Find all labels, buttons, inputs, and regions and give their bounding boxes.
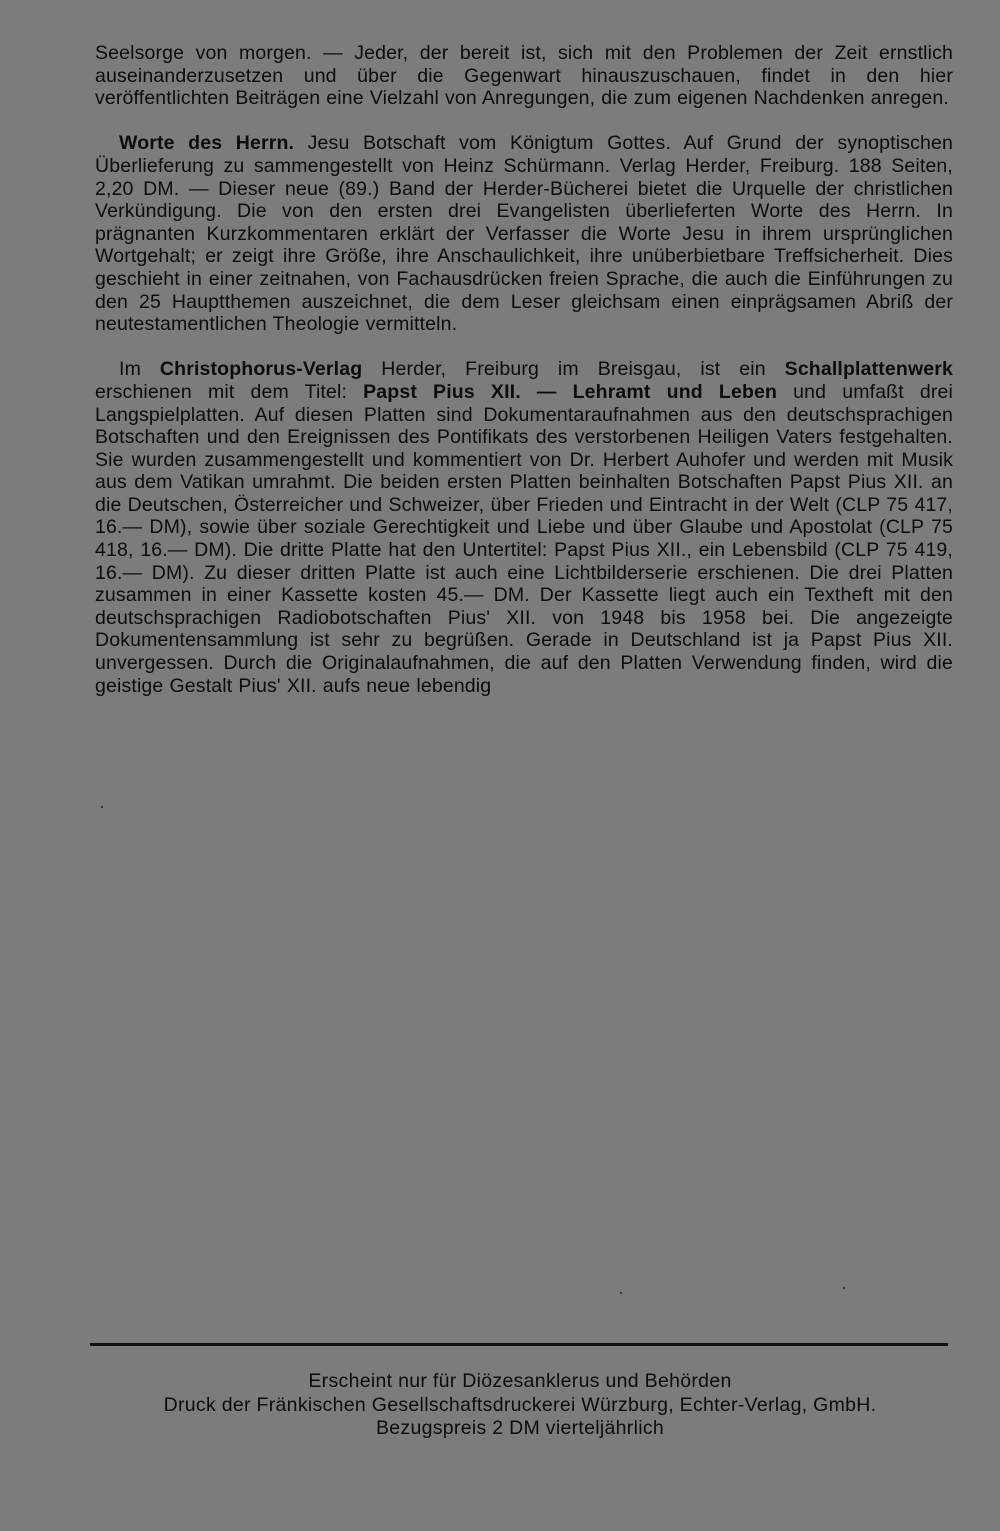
review-body: Jesu Botschaft vom Königtum Gottes. Auf Grund der synoptischen Überlieferung zu sammengestellt von Heinz Schürmann. Verlag Herder, Freiburg. 188 Seiten, 2,20 DM. — Dieser neue (89.) Band der Herder-Bücherei bietet die Urquelle der christlichen Verkündigung. Die von den ersten drei Evangelisten überlieferten Worte des Herrn. In prägnanten Kurzkommentaren erklärt der Verfasser die Worte Jesu in ihrem ursprünglichen Wortgehalt; er zeigt ihre Größe, ihre Anschaulichkeit, ihre unüberbietbare Treffsicherheit. Dies geschieht in einer zeitnahen, von Fachausdrücken freien Sprache, die auch die Einführungen zu den 25 Hauptthemen auszeichnet, die dem Leser gleichsam einen einprägsamen Abriß der neutestamentlichen Theologie vermitteln.	[95, 132, 953, 336]
print-speck	[620, 1292, 622, 1294]
print-speck	[101, 806, 103, 808]
imprint-line: Bezugspreis 2 DM vierteljährlich	[375, 1417, 665, 1440]
review-worte-des-herrn	[95, 132, 953, 335]
imprint-line: Druck der Fränkischen Gesellschaftsdruckerei Würzburg, Echter-Verlag, GmbH.	[163, 1393, 877, 1416]
review-text-part: Herder, Freiburg im Breisgau, ist ein	[362, 358, 785, 381]
footer-rule	[90, 1343, 948, 1346]
print-speck	[843, 1287, 845, 1289]
review-text-part: Im	[119, 358, 160, 381]
review-title: Worte des Herrn.	[119, 132, 295, 155]
imprint-footer	[60, 1370, 980, 1441]
review-text-part: erschienen mit dem Titel:	[95, 380, 364, 403]
review-column	[95, 42, 953, 697]
product-name: Schallplattenwerk	[784, 358, 954, 381]
review-schallplattenwerk	[95, 358, 953, 697]
review-text-part: und umfaßt drei Langspielplatten. Auf diesen Platten sind Dokumentaraufnahmen aus den deutschsprachigen Botschaften und den Ereignissen des Pontifikats des verstorbenen Heiligen Vaters festgehalten. Sie wurden zusammengestellt und kommentiert von Dr. Herbert Auhofer und werden mit Musik aus dem Vatikan umrahmt. Die beiden ersten Platten beinhalten Botschaften Papst Pius XII. an die Deutschen, Österreicher und Schweizer, über Frieden und Eintracht in der Welt (CLP 75 417, 16.— DM), sowie über soziale Gerechtigkeit und Liebe und über Glaube und Apostolat (CLP 75 418, 16.— DM). Die dritte Platte hat den Untertitel: Papst Pius XII., ein Lebensbild (CLP 75 419, 16.— DM). Zu dieser dritten Platte ist auch eine Lichtbilderserie erschienen. Die drei Platten zusammen in einer Kassette kosten 45.— DM. Der Kassette liegt auch ein Textheft mit den deutschsprachigen Radiobotschaften Pius' XII. von 1948 bis 1958 bei. Die angezeigte Dokumentensammlung ist sehr zu begrüßen. Gerade in Deutschland ist ja Papst Pius XII. unvergessen. Durch die Originalaufnahmen, die auf den Platten Verwendung finden, wird die geistige Gestalt Pius' XII. aufs neue lebendig	[95, 380, 954, 697]
publisher-name: Christophorus-Verlag	[159, 358, 363, 381]
imprint-line: Erscheint nur für Diözesanklerus und Behörden	[308, 1370, 732, 1392]
record-title: Papst Pius XII. — Lehramt und Leben	[363, 380, 778, 403]
continuation-text: Seelsorge von morgen. — Jeder, der bereit ist, sich mit den Problemen der Zeit ernstlich auseinanderzusetzen und über die Gegenwart hinauszuschauen, findet in den hier veröffentlichten Beiträgen eine Vielzahl von Anregungen, die zum eigenen Nachdenken anregen.	[95, 42, 953, 110]
continuation-paragraph	[95, 42, 953, 110]
